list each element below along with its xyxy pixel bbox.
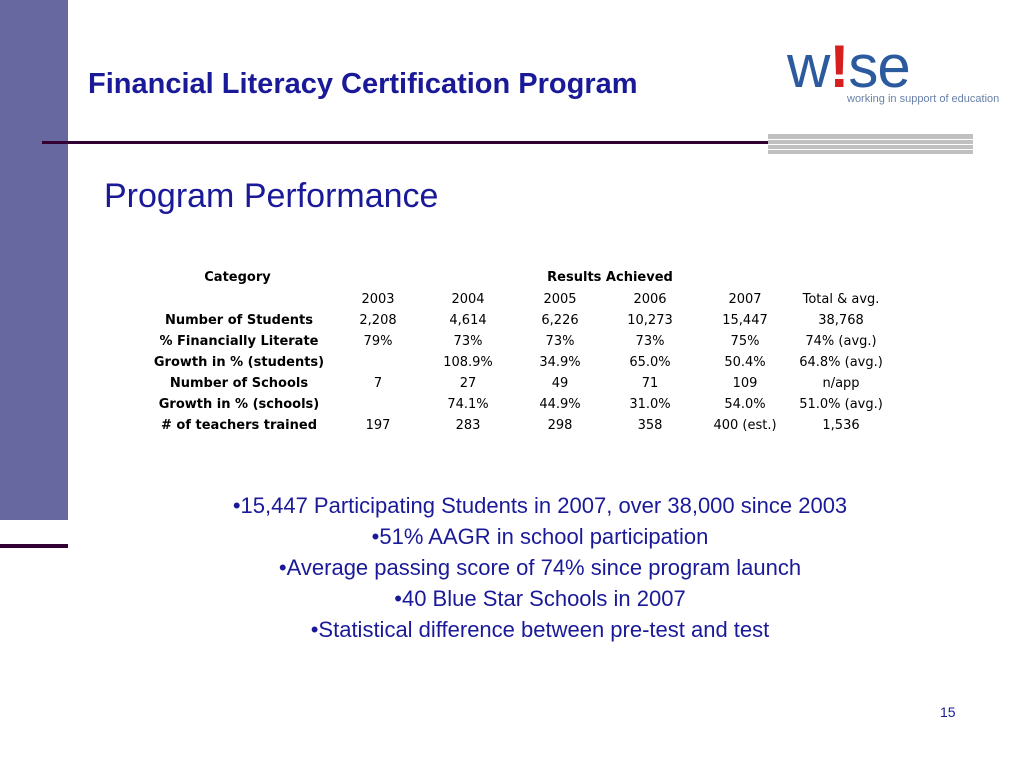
table-cell: 15,447 [722, 313, 768, 328]
table-cell: 50.4% [724, 355, 766, 370]
left-accent-underline [0, 544, 68, 548]
table-row [150, 376, 890, 397]
year-cell: 2004 [451, 292, 485, 307]
table-cell: 1,536 [822, 418, 860, 433]
table-cell: 73% [545, 334, 575, 349]
table-cell: 54.0% [724, 397, 766, 412]
logo-wordmark [787, 32, 910, 101]
category-header: Category [204, 270, 271, 285]
table-cell: 79% [363, 334, 393, 349]
bullet-list [80, 490, 1000, 645]
bullet-item: •40 Blue Star Schools in 2007 [394, 586, 686, 611]
year-cell: 2003 [361, 292, 395, 307]
table-cell: 7 [373, 376, 383, 391]
row-label: Number of Students [164, 313, 313, 328]
bullet-item: •Statistical difference between pre-test and test [310, 617, 770, 642]
table-cell: 358 [637, 418, 663, 433]
years-row [150, 292, 890, 313]
table-cell: 34.9% [539, 355, 581, 370]
table-cell: 71 [641, 376, 659, 391]
table-cell: 108.9% [443, 355, 493, 370]
table-cell: 73% [453, 334, 483, 349]
header-grey-block [768, 134, 973, 154]
row-label: Growth in % (students) [153, 355, 325, 370]
year-cell: 2005 [543, 292, 577, 307]
table-row [150, 334, 890, 355]
bullet-item: •Average passing score of 74% since program launch [278, 555, 802, 580]
table-cell: 49 [551, 376, 569, 391]
left-accent-bar [0, 0, 68, 520]
table-cell: 298 [547, 418, 573, 433]
table-cell: 51.0% (avg.) [799, 397, 883, 412]
table-cell: 75% [730, 334, 760, 349]
slide-title: Financial Literacy Certification Program [88, 68, 638, 100]
table-cell: 31.0% [629, 397, 671, 412]
table-cell: 4,614 [449, 313, 487, 328]
logo-tagline: working in support of education [847, 93, 1000, 105]
bullet-item: •51% AAGR in school participation [371, 524, 709, 549]
year-cell: 2007 [728, 292, 762, 307]
table-cell: 73% [635, 334, 665, 349]
table-cell: 197 [365, 418, 391, 433]
table-cell: 74.1% [447, 397, 489, 412]
table-header-row [150, 270, 890, 291]
row-label: % Financially Literate [159, 334, 319, 349]
table-cell: 27 [459, 376, 477, 391]
table-row [150, 397, 890, 418]
table-cell: 64.8% (avg.) [799, 355, 883, 370]
wise-logo [787, 33, 1012, 110]
table-row [150, 355, 890, 376]
table-cell: n/app [822, 376, 860, 391]
table-cell: 109 [732, 376, 758, 391]
bullet-item: •15,447 Participating Students in 2007, over 38,000 since 2003 [232, 493, 848, 518]
year-cell: 2006 [633, 292, 667, 307]
row-label: Number of Schools [169, 376, 309, 391]
table-row [150, 418, 890, 439]
row-label: # of teachers trained [160, 418, 318, 433]
table-cell: 400 (est.) [713, 418, 777, 433]
year-cell: Total & avg. [802, 292, 880, 307]
logo-word-end: se [848, 33, 910, 100]
table-cell: 38,768 [818, 313, 864, 328]
results-header: Results Achieved [547, 270, 673, 285]
table-cell: 74% (avg.) [805, 334, 877, 349]
logo-word-bang: ! [829, 33, 849, 100]
page-number: 15 [940, 704, 956, 720]
table-cell: 6,226 [541, 313, 579, 328]
table-cell: 44.9% [539, 397, 581, 412]
logo-word-start: w [787, 33, 830, 100]
table-row [150, 313, 890, 334]
table-cell: 10,273 [627, 313, 673, 328]
section-heading: Program Performance [104, 177, 439, 215]
row-label: Growth in % (schools) [158, 397, 320, 412]
table-cell: 283 [455, 418, 481, 433]
table-cell: 65.0% [629, 355, 671, 370]
table-cell: 2,208 [359, 313, 397, 328]
